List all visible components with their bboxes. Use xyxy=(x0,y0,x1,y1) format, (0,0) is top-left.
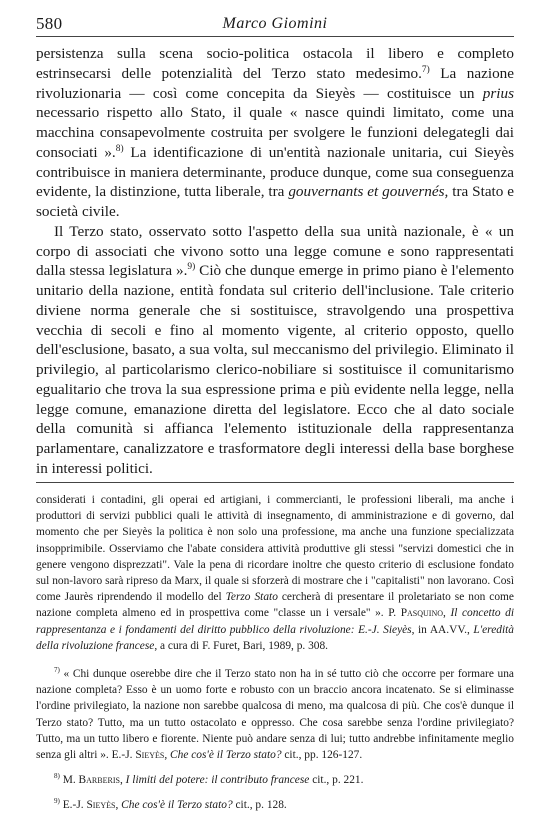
fn7-title: Che cos'è il Terzo stato? xyxy=(170,749,282,762)
gouvernants-term: gouvernants et gouvernés, xyxy=(288,183,449,201)
footnote-7 xyxy=(36,666,514,763)
fn7-text-b: , xyxy=(164,749,171,762)
fn8-author: Barberis xyxy=(78,774,120,787)
fn-cont-author: Pasquino xyxy=(400,607,444,620)
footnote-rule xyxy=(36,482,514,483)
paragraph-2-text: Il Terzo stato, osservato sotto l'aspetto della sua unità nazionale, è « un corpo di associati che vivono sotto una legge comune e sono rappresentati dalla stessa legislatura ». xyxy=(36,222,514,280)
footnote-9 xyxy=(36,797,514,813)
running-head: Marco Giomini xyxy=(222,15,328,32)
note-ref-8: 8) xyxy=(115,143,124,154)
footnote-continuation xyxy=(36,492,514,654)
fn9-author: Sieyès xyxy=(86,799,116,812)
main-text xyxy=(36,44,514,479)
paragraph-2-text-b: Ciò che dunque emerge in primo piano è l'elemento unitario della nazione, entità fondata sul criterio dell'inclusione. Tale criterio diviene norma generale che si sostituisce, stravolgendo una prospettiva vecchia di secoli e fino al momento vigente, al criterio opposto, quello dell'esclusione, basato, a sua volta, sul meccanismo del privilegio. Eliminato il privilegio, al particolarismo clerico-nobiliare si sostituisce il comunitarismo egualitario che trova la sua espressione prima e più evidente nella legge, nella legge comune, emanazione diretta del legislatore. Ecco che al dato sociale della comunità si affianca l'elemento istituzionale della rappresentanza parlamentare, canalizzatore e trasformatore degli interessi della base borghese in interessi politici. xyxy=(36,262,514,477)
footnotes xyxy=(36,492,514,814)
footnote-8 xyxy=(36,772,514,788)
fn9-text-b: , xyxy=(115,799,122,812)
fn-cont-text-c: , xyxy=(443,607,451,620)
fn-cont-text-a: considerati i contadini, gli operai ed artigiani, i commercianti, le professioni liberali, ma anche i produttori di servizi pubblici quali le attività di insegnamento, di amministrazione e di governo, dal momento che per Sieyès la politica è non solo una professione, ma anche una funzione specializzata insopprimibile. Osserviamo che l'abate considera attività produttive gli stessi "servizi domestici che in genere vengono disprezzati". Vale la pena di ricordare inoltre che questo criterio di esclusione fondato sul non-lavoro sarà ripreso da Marx, il quale si sforzerà di mostrare che i "capitalisti" non lavorano. Così come Jaurès riprendendo il modello del xyxy=(36,494,514,604)
fn-cont-text-b: cercherà di presentare il proletariato se non come nazione completa almeno ed in prospettiva come "classe un i versale" ». P. xyxy=(36,591,514,620)
footnote-7-mark: 7) xyxy=(54,666,60,675)
paragraph-1-text: persistenza sulla scena socio-politica ostacola il libero e completo estrinsecarsi delle potenzialità del Terzo stato medesimo. xyxy=(36,45,514,82)
fn8-text-a: M. xyxy=(59,774,79,787)
fn-cont-em-1: Terzo Stato xyxy=(225,591,278,604)
paragraph-2 xyxy=(36,222,514,479)
fn8-title: I limiti del potere: il contributo francese xyxy=(125,774,310,787)
paragraph-1-text-c: necessario rispetto allo Stato, il quale « nasce quindi limitato, come una macchina consapevolmente costruita per svolgere le funzioni delegategli dai consociati ». xyxy=(36,104,514,161)
fn9-title: Che cos'è il Terzo stato? xyxy=(121,799,233,812)
paragraph-1-text-d: La identificazione di un'entità nazionale unitaria, cui Sieyès contribuisce in maniera determinante, produce dunque, come sua conseguenza evidente, la distinzione, tutta liberale, tra xyxy=(36,143,514,201)
note-ref-7: 7) xyxy=(421,64,430,75)
paragraph-1-text-b: La nazione rivoluzionaria — così come concepita da Sieyès — costituisce un xyxy=(36,64,514,102)
fn-cont-em-2: Il concetto di rappresentanza e i fondamenti del diritto pubblico della rivoluzione: E.-J. Sieyès xyxy=(36,607,514,636)
footnote-9-mark: 9) xyxy=(54,797,60,806)
fn7-text-a: « Chi dunque oserebbe dire che il Terzo stato non ha in sé tutto ciò che occorre per formare una nazione completa? Esso è un uomo forte e robusto con un braccio ancora incatenato. Se si eliminasse l'ordine privilegiato, la nazione non sarebbe qualcosa di meno, ma qualcosa di più. Che cos'è dunque il Terzo stato? Tutto, ma un tutto ostacolato e oppresso. Che cosa sarebbe senza l'ordine privilegiato? Tutto, ma un tutto libero e fiorente. Niente può andare senza di lui; tutto andrebbe infinitamente meglio senza gli altri ». E.-J. xyxy=(36,668,514,762)
fn-cont-text-e: , a cura di F. Furet, Bari, 1989, p. 308. xyxy=(154,639,329,652)
fn7-author: Sieyès xyxy=(135,749,165,762)
footnote-8-mark: 8) xyxy=(54,772,60,781)
fn8-text-b: , xyxy=(119,774,126,787)
fn7-text-c: cit., pp. 126-127. xyxy=(281,749,363,762)
note-ref-9: 9) xyxy=(187,262,196,273)
fn8-text-c: cit., p. 221. xyxy=(309,774,364,787)
page-number: 580 xyxy=(36,14,63,33)
fn9-text-a: E.-J. xyxy=(59,799,87,812)
fn9-text-c: cit., p. 128. xyxy=(232,799,287,812)
fn-cont-em-3: L'eredità della rivoluzione francese xyxy=(36,623,514,652)
header-rule xyxy=(36,36,514,37)
prius-term: prius xyxy=(482,84,514,102)
page-header xyxy=(36,14,514,36)
paragraph-1 xyxy=(36,44,514,222)
paragraph-1-text-e: tra Stato e società civile. xyxy=(36,183,515,220)
fn-cont-text-d: , in AA.VV., xyxy=(411,623,474,636)
